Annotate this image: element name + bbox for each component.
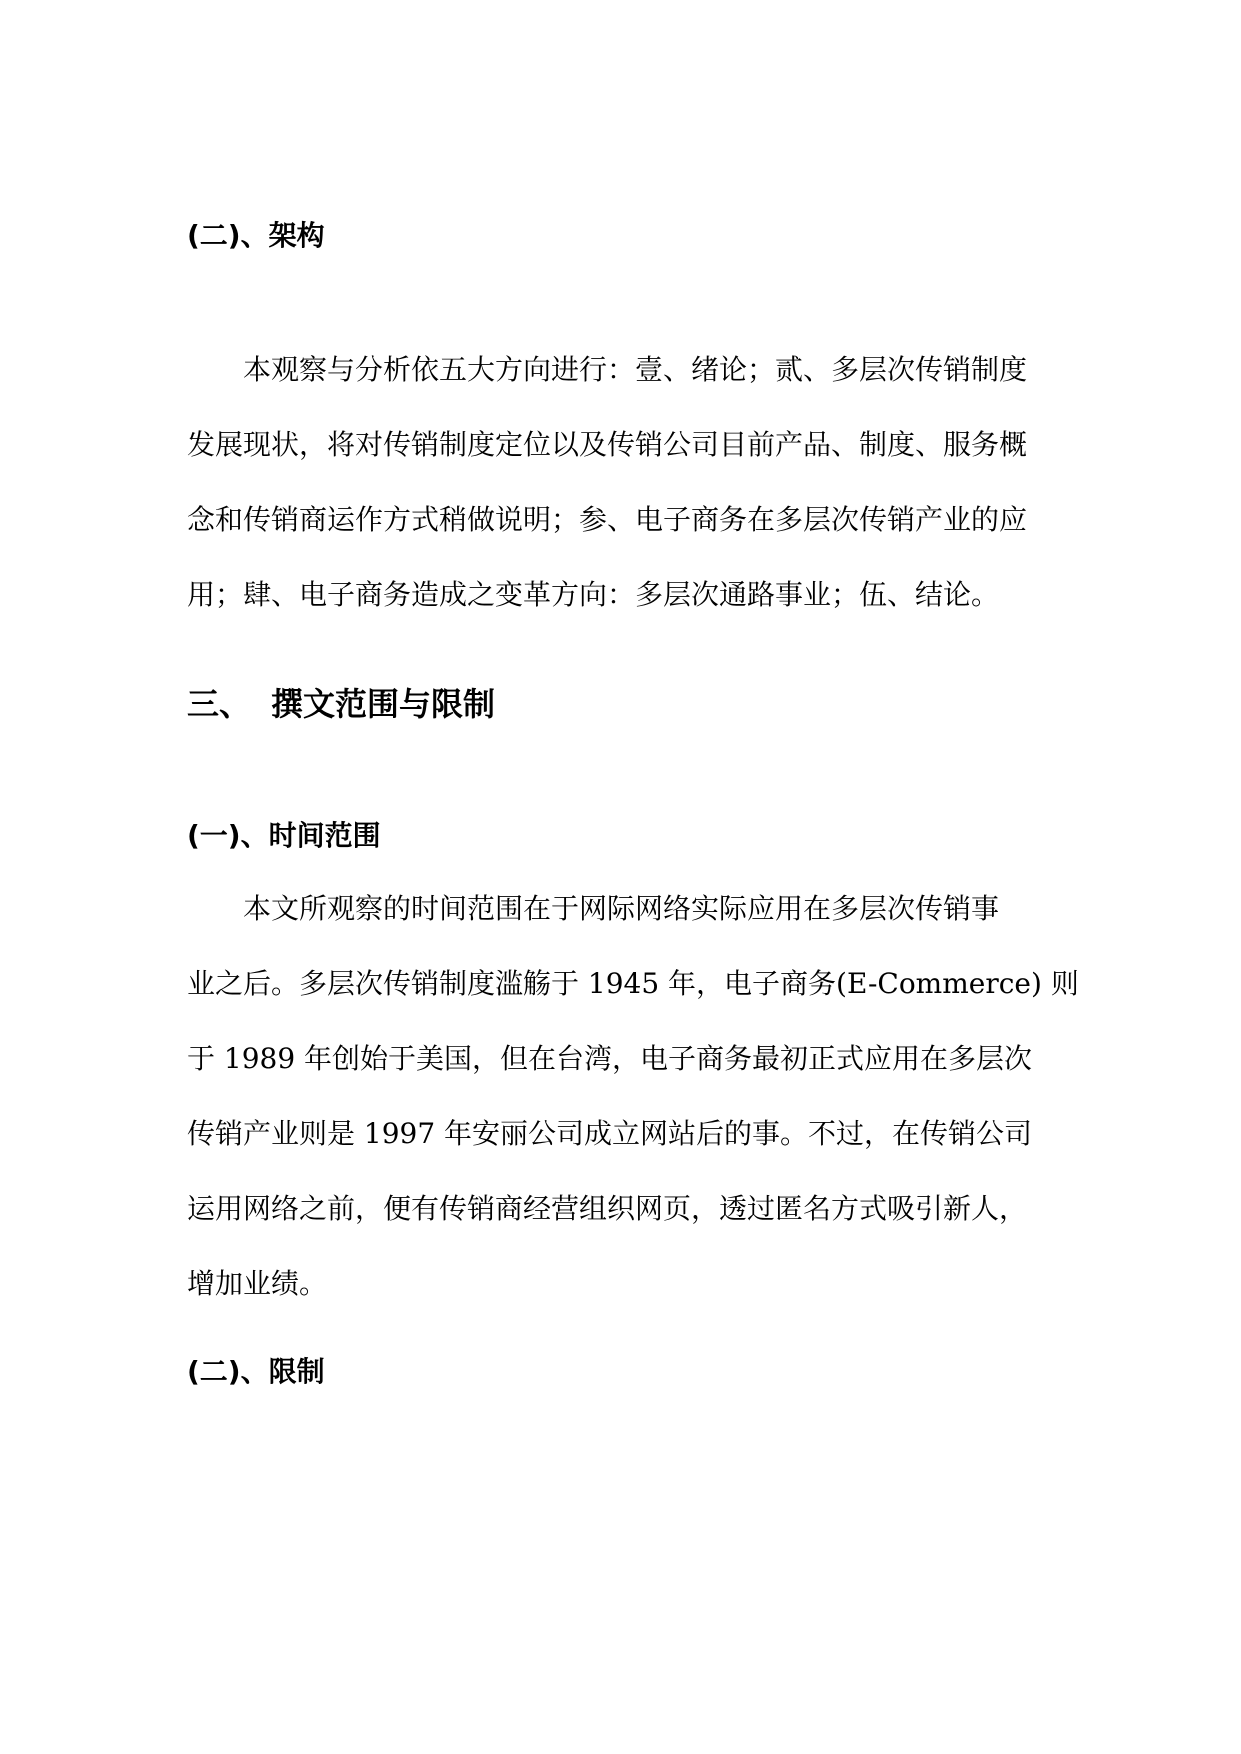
paragraph-line: 本文所观察的时间范围在于网际网络实际应用在多层次传销事 [243,892,1000,925]
section-heading-scope-and-limits [187,684,495,724]
subheading-limits: (二)、限制 [187,1355,325,1388]
paragraph-line: 增加业绩。 [187,1267,328,1300]
paragraph-line: 发展现状，将对传销制度定位以及传销公司目前产品、制度、服务概 [187,428,1028,461]
subheading-time-scope: (一)、时间范围 [187,819,381,852]
paragraph-structure [187,332,1057,632]
section-number: 三、 [187,685,252,723]
paragraph-line: 念和传销商运作方式稍做说明；参、电子商务在多层次传销产业的应 [187,503,1028,536]
paragraph-line: 业之后。多层次传销制度滥觞于 1945 年，电子商务(E-Commerce) 则 [187,967,1079,1000]
paragraph-time-scope [187,871,1079,1321]
paragraph-line: 用；肆、电子商务造成之变革方向：多层次通路事业；伍、结论。 [187,578,1000,611]
subheading-structure: (二)、架构 [187,219,325,252]
paragraph-line: 于 1989 年创始于美国，但在台湾，电子商务最初正式应用在多层次 [187,1042,1033,1075]
paragraph-line: 本观察与分析依五大方向进行：壹、绪论；贰、多层次传销制度 [243,353,1028,386]
paragraph-line: 运用网络之前，便有传销商经营组织网页，透过匿名方式吸引新人， [187,1192,1028,1225]
section-title: 撰文范围与限制 [271,685,496,723]
paragraph-line: 传销产业则是 1997 年安丽公司成立网站后的事。不过，在传销公司 [187,1117,1033,1150]
